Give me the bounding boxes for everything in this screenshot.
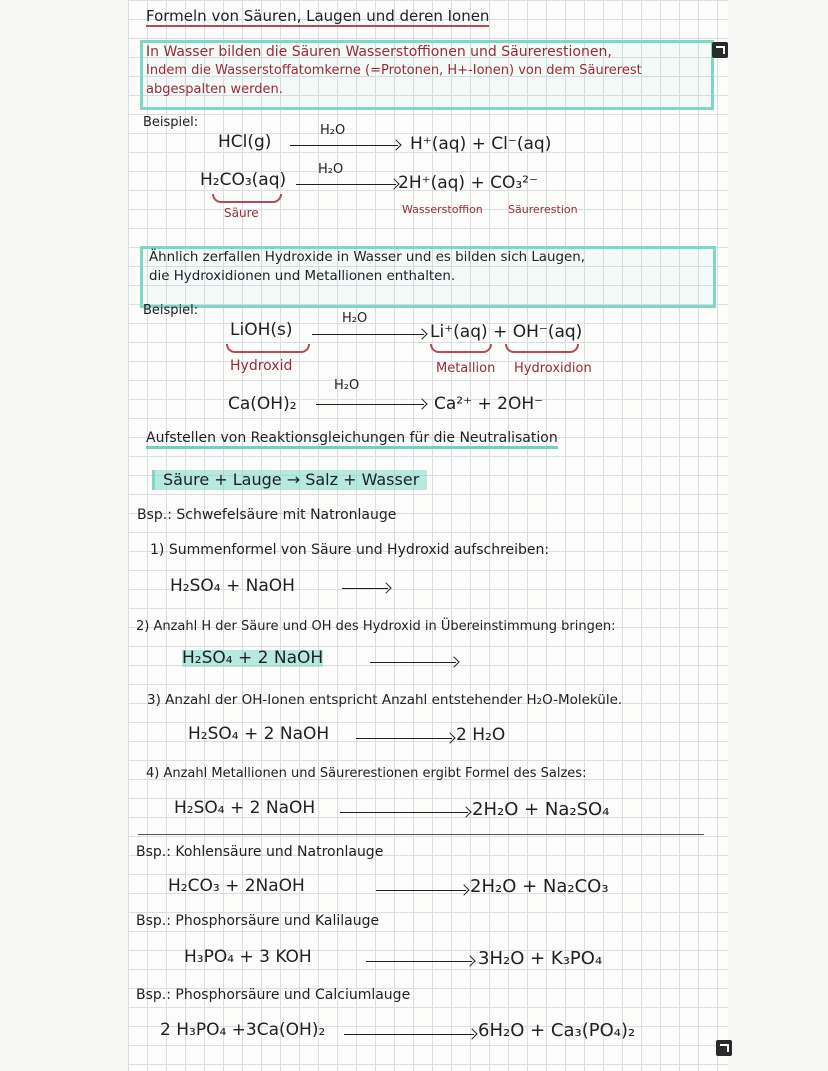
intro-line-1: In Wasser bilden die Säuren Wasserstoffionen und Säurerestionen, xyxy=(146,44,612,60)
label-hydrogen: Wasserstoffion xyxy=(402,203,483,216)
example-4-right: 6H₂O + Ca₃(PO₄)₂ xyxy=(478,1020,636,1041)
example-3-title: Bsp.: Phosphorsäure und Kalilauge xyxy=(136,913,380,929)
step-3-eq: H₂SO₄ + 2 NaOH xyxy=(188,724,330,744)
example-2-right: 2H₂O + Na₂CO₃ xyxy=(470,876,609,897)
eq4-over: H₂O xyxy=(334,378,360,393)
example-4-title: Bsp.: Phosphorsäure und Calciumlauge xyxy=(136,987,411,1003)
eq2-right: 2H⁺(aq) + CO₃²⁻ xyxy=(398,173,538,193)
step-2-eq: H₂SO₄ + 2 NaOH xyxy=(182,648,324,668)
hydroxidion-brace xyxy=(505,344,579,353)
hydroxide-brace xyxy=(226,344,310,353)
label-hydroxide: Hydroxid xyxy=(230,358,293,374)
step-3-product: 2 H₂O xyxy=(456,725,506,745)
beispiel1-label: Beispiel: xyxy=(143,115,199,130)
step-4-text: 4) Anzahl Metallionen und Säurerestionen ergibt Formel des Salzes: xyxy=(146,766,587,781)
hydroxide-line-2: die Hydroxidionen und Metallionen enthalten. xyxy=(149,269,456,284)
step-3-arrow xyxy=(356,738,452,739)
intro-line-2: Indem die Wasserstoffatomkerne (=Protonen, H+-Ionen) von dem Säurerest xyxy=(146,63,642,78)
example-title-1: Bsp.: Schwefelsäure mit Natronlauge xyxy=(137,507,397,523)
step-4-arrow xyxy=(340,812,468,813)
corner-top-icon[interactable] xyxy=(712,42,728,58)
eq4-arrow xyxy=(316,404,424,405)
corner-bottom-icon[interactable] xyxy=(716,1040,732,1056)
eq1-arrow xyxy=(290,145,398,146)
step-2-text: 2) Anzahl H der Säure und OH des Hydroxid in Übereinstimmung bringen: xyxy=(136,619,616,634)
general-equation: Säure + Lauge → Salz + Wasser xyxy=(152,470,427,490)
step-3-text: 3) Anzahl der OH-Ionen entspricht Anzahl entstehender H₂O-Moleküle. xyxy=(147,692,623,708)
step-4-product: 2H₂O + Na₂SO₄ xyxy=(472,799,610,820)
example-2-title: Bsp.: Kohlensäure und Natronlauge xyxy=(136,844,384,860)
step-4-eq: H₂SO₄ + 2 NaOH xyxy=(174,798,316,818)
neutralisation-heading: Aufstellen von Reaktionsgleichungen für die Neutralisation xyxy=(146,431,558,449)
beispiel2-label: Beispiel: xyxy=(143,303,199,318)
eq4-right: Ca²⁺ + 2OH⁻ xyxy=(434,394,544,414)
eq3-over: H₂O xyxy=(342,311,368,326)
step-1-arrow xyxy=(342,588,388,589)
eq2-left: H₂CO₃(aq) xyxy=(200,170,287,190)
step-1-eq: H₂SO₄ + NaOH xyxy=(170,576,295,596)
example-2-left: H₂CO₃ + 2NaOH xyxy=(168,876,305,896)
example-3-arrow xyxy=(366,961,472,962)
eq3-left: LiOH(s) xyxy=(230,320,293,340)
divider-line xyxy=(138,834,704,835)
example-3-right: 3H₂O + K₃PO₄ xyxy=(478,948,603,969)
eq2-over: H₂O xyxy=(318,162,344,177)
example-2-arrow xyxy=(376,890,466,891)
eq3-arrow xyxy=(312,334,424,335)
example-4-left: 2 H₃PO₄ +3Ca(OH)₂ xyxy=(160,1020,326,1040)
notebook-page xyxy=(128,0,728,1071)
label-acid: Säure xyxy=(224,206,259,220)
label-metal: Metallion xyxy=(436,361,496,376)
eq1-left: HCl(g) xyxy=(218,132,272,152)
label-hydroxidion: Hydroxidion xyxy=(514,361,592,376)
eq1-over: H₂O xyxy=(320,123,346,138)
example-3-left: H₃PO₄ + 3 KOH xyxy=(184,947,312,967)
eq3-right: Li⁺(aq) + OH⁻(aq) xyxy=(430,322,583,342)
step-2-arrow xyxy=(370,662,456,663)
step-1-text: 1) Summenformel von Säure und Hydroxid aufschreiben: xyxy=(150,542,550,558)
example-4-arrow xyxy=(344,1034,474,1035)
eq2-arrow xyxy=(296,184,396,185)
hydroxide-line-1: Ähnlich zerfallen Hydroxide in Wasser und es bilden sich Laugen, xyxy=(149,250,585,265)
acid-brace xyxy=(212,194,282,203)
eq1-right: H⁺(aq) + Cl⁻(aq) xyxy=(410,134,552,154)
metal-brace xyxy=(430,344,492,353)
label-rest: Säurerestion xyxy=(508,203,578,216)
eq4-left: Ca(OH)₂ xyxy=(228,394,297,414)
page-title: Formeln von Säuren, Laugen und deren Ionen xyxy=(146,7,490,25)
intro-line-3: abgespalten werden. xyxy=(146,82,283,97)
